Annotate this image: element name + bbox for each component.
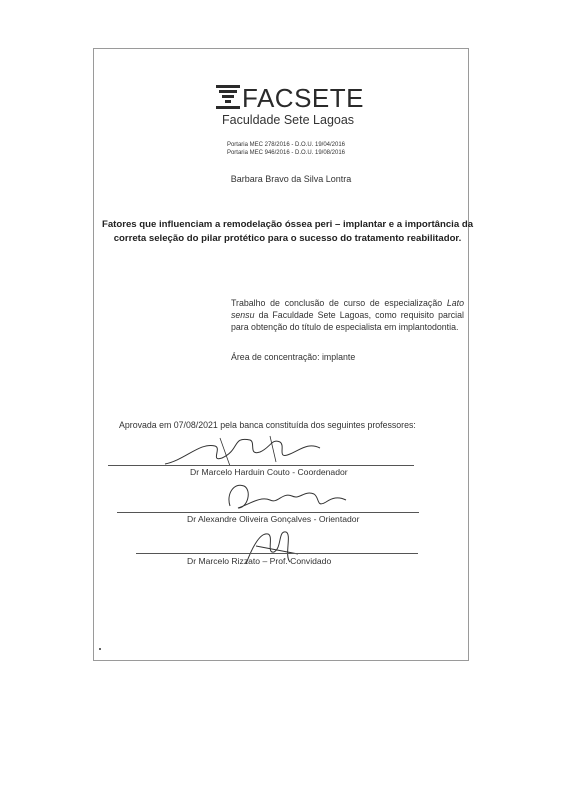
facsete-logo bbox=[212, 79, 364, 156]
logo-portaria-2: Portaria MEC 946/2016 - D.O.U. 19/08/2016 bbox=[226, 150, 346, 156]
approval-statement: Aprovada em 07/08/2021 pela banca constituída dos seguintes professores: bbox=[119, 420, 416, 430]
logo-brand: FACSETE bbox=[242, 83, 364, 113]
description-text-1: Trabalho de conclusão de curso de especialização bbox=[231, 298, 447, 308]
signature-line-2 bbox=[117, 512, 419, 513]
logo-portaria-1: Portaria MEC 278/2016 - D.O.U. 19/04/2016 bbox=[226, 142, 346, 148]
author-name: Barbara Bravo da Silva Lontra bbox=[230, 174, 352, 184]
signature-line-3 bbox=[136, 553, 418, 554]
examiner-2-name: Dr Alexandre Oliveira Gonçalves - Orientador bbox=[187, 514, 360, 524]
scan-speck bbox=[99, 648, 101, 650]
signature-2 bbox=[220, 478, 350, 516]
signature-1 bbox=[160, 432, 330, 472]
concentration-area: Área de concentração: implante bbox=[231, 352, 356, 362]
description-italic: Lato sensu bbox=[231, 298, 464, 320]
examiner-1-name: Dr Marcelo Harduin Couto - Coordenador bbox=[190, 467, 348, 477]
examiner-3-name: Dr Marcelo Rizzato – Prof. Convidado bbox=[187, 556, 332, 566]
thesis-title: Fatores que influenciam a remodelação óssea peri – implantar e a importância da correta seleção do pilar protético para o sucesso do tratamento reabilitador. bbox=[101, 219, 474, 244]
description-text-2: da Faculdade Sete Lagoas, como requisito parcial para obtenção do título de especialista em implantodontia. bbox=[231, 310, 464, 332]
logo-institution-name: Faculdade Sete Lagoas bbox=[222, 113, 355, 127]
signature-3 bbox=[238, 524, 308, 574]
work-description bbox=[231, 297, 464, 333]
facsete-emblem-icon bbox=[216, 85, 240, 111]
signature-line-1 bbox=[108, 465, 414, 466]
